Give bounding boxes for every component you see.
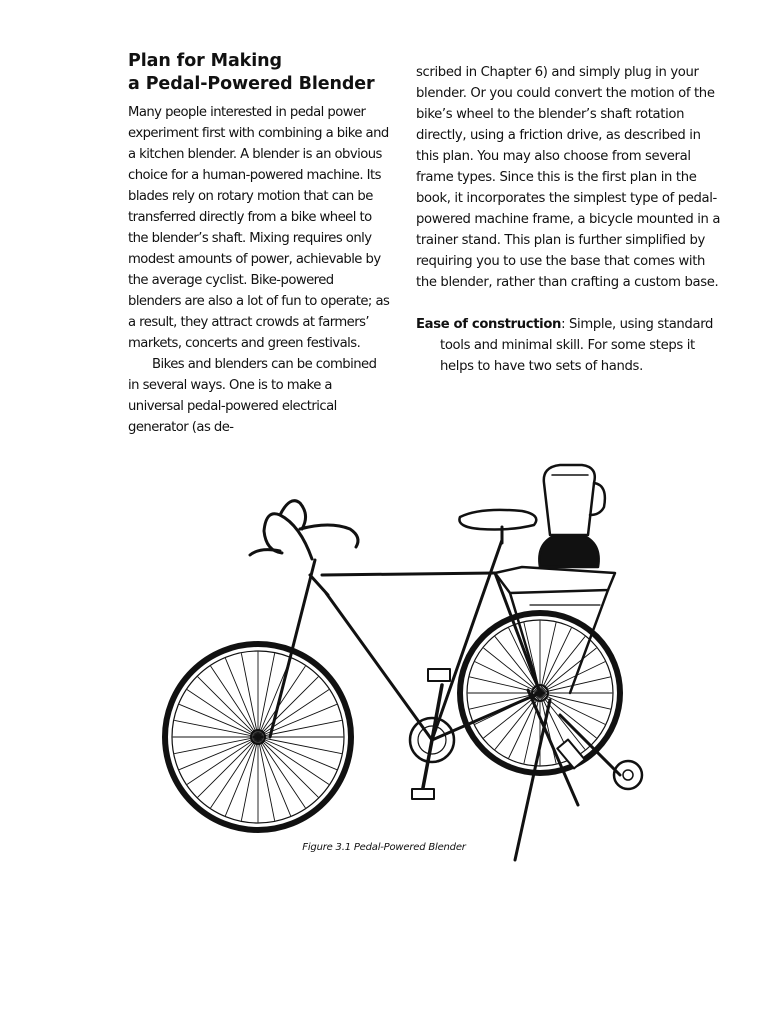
ease-of-construction-label: Ease of construction (416, 317, 562, 332)
combination-paragraph: Bikes and blenders can be combined in several ways. One is to make a universal pedal-powered electrical generator (as de- (128, 357, 377, 435)
heading-line-1: Plan for Making (128, 51, 282, 71)
wheel-spoke (540, 628, 571, 693)
wheel-spoke (258, 737, 318, 797)
blender (539, 465, 605, 567)
intro-paragraph: Many people interested in pedal power experiment first with combining a bike and a kitchen blender. A blender is an obvious choice for a human-powered machine. Its blades rely on rotary motion that can be transferred directly from a bike wheel to the blender’s shaft. Mixing requires only modest amounts of power, achievable by the average cyclist. Bike-powered blenders are also a lot of fun to operate; as a result, they attract crowds at farmers’ markets, concerts and green festivals. (128, 105, 390, 351)
bike-blender-illustration (150, 455, 660, 865)
figure-caption: Figure 3.1 Pedal-Powered Blender (302, 842, 466, 853)
wheel-spoke (509, 693, 540, 758)
ease-of-construction (416, 314, 726, 377)
right-column (416, 62, 726, 377)
trainer-stand (515, 690, 642, 860)
wheel-spoke (198, 737, 258, 797)
bike-seat (459, 510, 536, 530)
bike-frame (270, 540, 540, 740)
handlebars (250, 501, 358, 559)
wheel-spoke (258, 677, 318, 737)
wheel-spoke (198, 677, 258, 737)
left-column (128, 50, 390, 438)
heading-line-2: a Pedal-Powered Blender (128, 74, 375, 94)
front-wheel (165, 644, 351, 830)
wheel-spoke (540, 693, 605, 724)
ease-of-construction-text: : Simple, using standard tools and minimal skill. For some steps it helps to have two sets of hands. (440, 317, 714, 374)
continued-paragraph: scribed in Chapter 6) and simply plug in your blender. Or you could convert the motion of the bike’s wheel to the blender’s shaft rotation directly, using a friction drive, as described in this plan. You may also choose from several frame types. Since this is the first plan in the book, it incorporates the simplest type of pedal-powered machine frame, a bicycle mounted in a trainer stand. This plan is further simplified by requiring you to use the base that comes with the blender, rather than crafting a custom base. (416, 65, 721, 290)
plan-heading (128, 50, 390, 96)
